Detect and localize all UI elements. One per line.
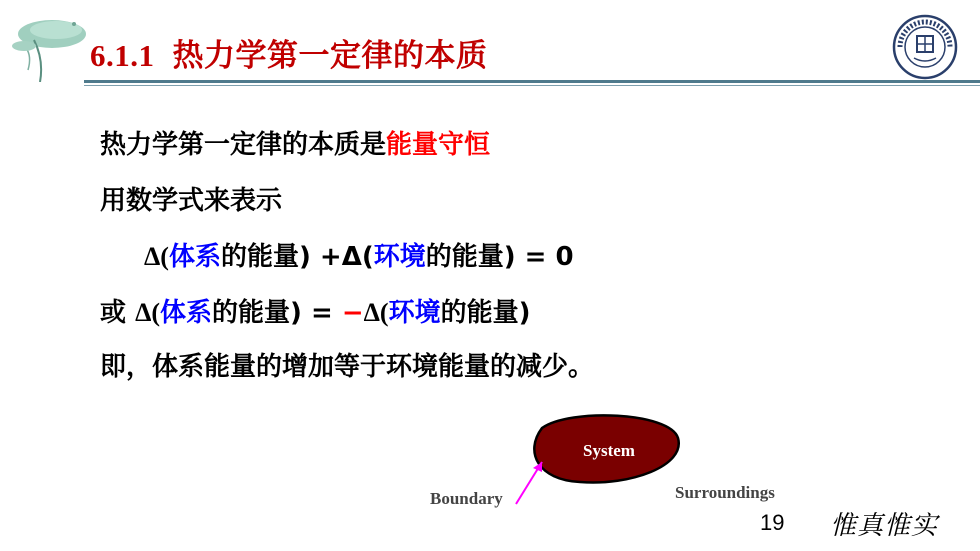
surroundings-term: 环境 xyxy=(388,298,441,328)
university-seal-icon xyxy=(892,14,958,80)
slide-title xyxy=(90,30,488,75)
system-term: 体系 xyxy=(160,298,213,328)
boundary-label: Boundary xyxy=(430,489,503,508)
lotus-leaf-icon xyxy=(4,10,94,82)
surroundings-term: 环境 xyxy=(373,242,426,272)
statement-conclusion: 即，体系能量的增加等于环境能量的减少。 xyxy=(100,352,595,382)
delta-open: Δ( xyxy=(144,242,169,271)
equation-middle: 的能量) = xyxy=(212,298,342,328)
system-term: 体系 xyxy=(168,242,221,272)
header-rule xyxy=(84,80,980,83)
minus-sign: − xyxy=(341,298,364,328)
statement-essence xyxy=(100,124,490,161)
section-number: 6.1.1 xyxy=(90,38,155,73)
delta-open: Δ( xyxy=(135,298,161,327)
or-prefix: 或 xyxy=(100,298,136,328)
statement-essence-text: 热力学第一定律的本质是 xyxy=(100,130,387,160)
equation-end: 的能量) = 0 xyxy=(425,242,574,272)
system-label: System xyxy=(583,441,635,460)
equation-sum-zero xyxy=(144,236,574,273)
equation-middle: 的能量) +Δ( xyxy=(220,242,374,272)
surroundings-label: Surroundings xyxy=(675,483,775,502)
energy-conservation-highlight: 能量守恒 xyxy=(386,130,491,160)
title-text: 热力学第一定律的本质 xyxy=(172,38,488,74)
statement-math-intro: 用数学式来表示 xyxy=(100,186,283,216)
header-rule-thin xyxy=(84,85,980,86)
page-number: 19 xyxy=(760,510,785,535)
university-motto: 惟真惟实 xyxy=(830,511,939,541)
equation-negative xyxy=(100,292,531,329)
equation-end: 的能量) xyxy=(440,298,531,328)
delta-open: Δ( xyxy=(363,298,389,327)
